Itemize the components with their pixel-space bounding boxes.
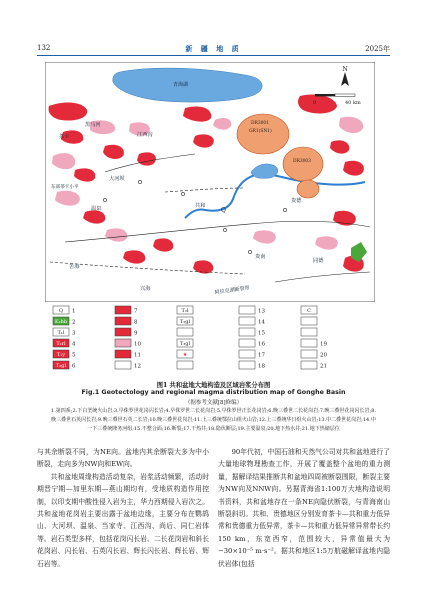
legend-symbol: ★ xyxy=(182,352,188,358)
geothermal-zone-3 xyxy=(297,180,319,198)
legend-swatch xyxy=(115,317,131,325)
legend-item xyxy=(301,339,327,348)
legend-swatch xyxy=(301,317,317,325)
legend-number: 12 xyxy=(134,363,141,370)
legend-item xyxy=(301,306,317,314)
label-qinghai-lake: 青海湖 xyxy=(173,82,189,88)
legend-item xyxy=(301,361,327,370)
geothermal-zone-1 xyxy=(237,114,289,154)
legend-item xyxy=(177,328,193,336)
label-chaka: 茶卡 xyxy=(59,134,70,140)
legend-item xyxy=(177,306,193,314)
paragraph: 90年代初，中国石油和天然气公司对共和盆地进行了大量地球物理勘查工作，开展了覆盖整个盆地的重力测量，据解译结果推断共和盆地四周被断裂围限，断裂主要为NW向及NNW向。另据青海省1:100万大地构造说明书资料，共和盆地存在一条NE向隐伏断裂，与青海南山断裂斜切。共和、贵德地区分别发育茶卡—共和重力低异常和贵德重力低异常，茶卡—共和重力低异常异常带长约150 km，东宽西窄，范围较大，异常值最大为−30×10⁻⁵ m·s⁻²。据共和地区1:5万航磁解译盆地内隐伏岩体(包括 xyxy=(218,448,390,568)
legend-item xyxy=(301,350,327,359)
map-legend xyxy=(45,304,375,374)
legend-item xyxy=(301,317,317,325)
legend-swatch xyxy=(115,306,131,314)
legend-item xyxy=(301,328,317,336)
legend-number: 21 xyxy=(320,363,327,370)
legend-item xyxy=(239,350,265,359)
paragraph: 与其余断裂不同，为NE向。盆地内其余断裂大多为中小断裂，走向多为NW向和EW向。 xyxy=(37,448,209,469)
legend-swatch xyxy=(239,306,255,314)
legend-number: 9 xyxy=(134,330,138,337)
legend-symbol: Q xyxy=(58,308,64,314)
legend-item xyxy=(115,306,138,315)
legend-item xyxy=(53,328,76,337)
label-well-gr1: GR1(SN1) xyxy=(249,129,272,134)
legend-number: 10 xyxy=(134,341,141,348)
year: 2025年 xyxy=(365,45,390,53)
legend-symbol: T₃gl xyxy=(55,363,67,369)
legend-note: 1.第四系;2.下白垩统火山岩;3.早侏罗世花岗闪长岩;4.早侏罗世二长花岗岩;5.早侏罗世正长花岗岩;6.晚三叠世二长花岗岩;7.晚三叠世花岗闪长岩;8.晚三叠世石英闪长岩;9.晚三叠世石英二长岩;10.晚三叠世花岗岩;11.上三叠统鄂拉山组火山岩;12.上三叠统华日组火山岩;13.中二叠世花岗岩;14.中一下三叠统隆务河组;15.不整合面;16.断裂;17.干热井;18.隐伏断层;19.主要温泉;20.地下热水井;21.地下热储层位 xyxy=(51,408,376,432)
label-heimahe: 黑马河 xyxy=(85,122,101,128)
scale-end: 40 km xyxy=(345,100,361,106)
legend-item xyxy=(115,361,141,370)
legend-item xyxy=(53,306,76,315)
label-dahebao: 大河坝 xyxy=(109,176,125,182)
legend-item xyxy=(239,306,265,315)
legend-number: 20 xyxy=(320,352,327,359)
legend-number: 11 xyxy=(134,352,141,359)
legend-item xyxy=(115,317,138,326)
legend-symbol: T₂rl xyxy=(56,341,66,347)
legend-item xyxy=(239,361,265,370)
legend-item xyxy=(53,350,76,359)
legend-swatch xyxy=(239,317,255,325)
label-q: Q xyxy=(221,207,226,214)
label-tongde: 同德 xyxy=(313,258,324,264)
geological-map xyxy=(45,62,375,302)
legend-symbol: T₁l xyxy=(57,330,65,336)
header-rule xyxy=(37,55,390,56)
legend-swatch xyxy=(115,328,131,336)
legend-swatch xyxy=(239,361,255,369)
legend-swatch xyxy=(177,328,193,336)
legend-number: 4 xyxy=(72,341,76,348)
legend-item xyxy=(53,361,76,370)
legend-item xyxy=(177,361,193,369)
legend-swatch xyxy=(301,361,317,369)
geothermal-zone-2 xyxy=(283,147,323,181)
legend-swatch xyxy=(115,350,131,358)
legend-item xyxy=(115,328,138,337)
legend-item xyxy=(177,339,193,347)
legend-swatch xyxy=(239,339,255,347)
legend-symbol: T₁y xyxy=(56,352,66,358)
legend-number: 19 xyxy=(320,341,327,348)
legend-swatch xyxy=(301,350,317,358)
legend-item xyxy=(115,350,141,359)
label-well-dr3003: DR3003 xyxy=(293,159,311,164)
label-gonghe: 共和 xyxy=(195,203,206,209)
journal-title: 新 疆 地 质 xyxy=(185,44,242,53)
legend-swatch xyxy=(177,361,193,369)
legend-swatch xyxy=(301,328,317,336)
legend-item xyxy=(53,317,76,326)
label-kuhai: 苦海 xyxy=(69,264,80,270)
label-guide: 贵德 xyxy=(291,198,302,204)
north-label: N xyxy=(342,66,348,73)
legend-symbol: T₂l xyxy=(181,308,189,314)
legend-item xyxy=(177,350,193,358)
legend-item xyxy=(53,339,76,348)
legend-symbol: C xyxy=(307,308,311,314)
scale-zero: 0 xyxy=(313,100,317,106)
legend-swatch xyxy=(239,328,255,336)
legend-number: 6 xyxy=(72,363,76,370)
legend-number: 16 xyxy=(258,341,265,348)
legend-swatch xyxy=(239,350,255,358)
legend-number: 3 xyxy=(72,330,76,337)
legend-number: 14 xyxy=(258,319,265,326)
legend-symbol: K₂hb xyxy=(54,319,68,325)
caption-source: （据参考文献[8]修编） xyxy=(184,400,243,406)
legend-item xyxy=(177,317,193,325)
legend-number: 5 xyxy=(72,352,76,359)
legend-swatch xyxy=(301,339,317,347)
legend-number: 8 xyxy=(134,319,138,326)
legend-number: 17 xyxy=(258,352,265,359)
label-xinghai: 兴海 xyxy=(140,286,151,292)
legend-swatch xyxy=(115,339,131,347)
legend-swatch xyxy=(115,361,131,369)
body-column-left xyxy=(37,446,209,570)
page-number: 132 xyxy=(37,44,51,52)
body-column-right xyxy=(218,446,390,570)
legend-number: 13 xyxy=(258,308,265,315)
legend-item xyxy=(239,317,265,326)
legend-item xyxy=(239,339,265,348)
legend-number: 1 xyxy=(72,308,76,315)
caption-en: Fig.1 Geotectology and regional magma distribution map of Gonghe Basin xyxy=(81,389,346,396)
caption-zh: 图1 共和盆地大地构造及区域岩浆分布图 xyxy=(156,382,271,389)
legend-number: 18 xyxy=(258,363,265,370)
legend-item xyxy=(115,339,141,348)
label-wenquan: 温泉 xyxy=(91,206,102,212)
legend-number: 7 xyxy=(134,308,138,315)
legend-symbol: T₂gl xyxy=(179,319,191,325)
label-jiangxigou: 江西沟 xyxy=(137,132,153,138)
label-east-chaka: 东部茶卡小平 xyxy=(51,185,79,190)
paragraph: 共和盆地周缘构造活动复杂，岩浆活动频繁，活动时期晋宁期—加里东期—燕山期均有，受地质构造作用控制，以印支期中酸性侵入岩为主，华力西期侵入岩次之。共和盆地花岗岩主要出露于盆地边缘，主要分布在鹦鸪山、大河坝、温泉、当家寺、江西沟、尚后、同仁岩体等。岩石类型多样，包括花岗闪长岩、二长花岗岩和斜长花岗岩、闪长岩、石英闪长岩、辉长闪长岩、辉长岩、辉石岩等。 xyxy=(37,472,209,568)
label-guinan: 贵南 xyxy=(255,254,266,260)
legend-symbol: T₃gl xyxy=(179,341,191,347)
legend-number: 15 xyxy=(258,330,265,337)
legend-number: 2 xyxy=(72,319,76,326)
label-fault-zone: 阿拉克湖断裂带 xyxy=(214,285,250,296)
legend-item xyxy=(239,328,265,337)
label-well-dr3001: DR3001 xyxy=(251,121,269,126)
